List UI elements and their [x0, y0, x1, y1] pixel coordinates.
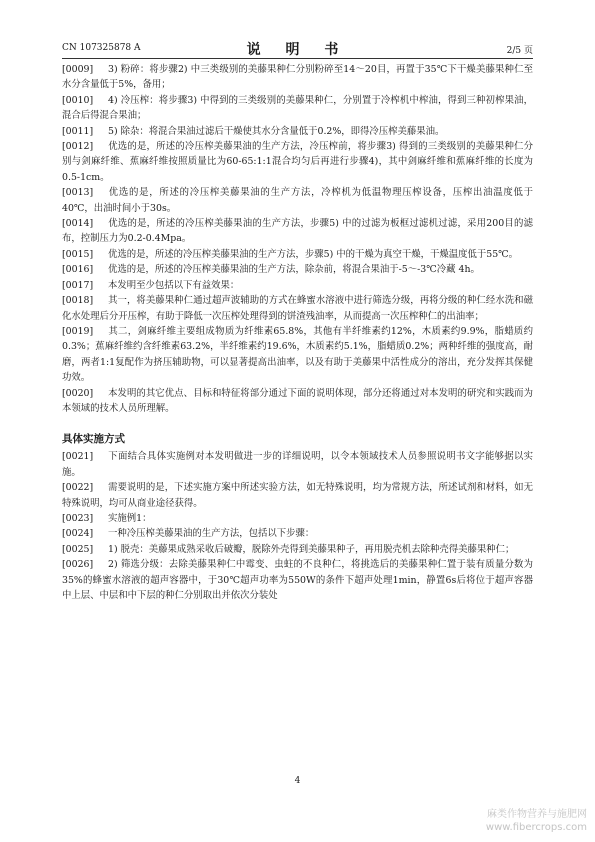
paragraph-number: [0025]: [62, 543, 94, 555]
paragraph-number: [0015]: [62, 248, 94, 260]
paragraph-text: 实施例1：: [108, 512, 152, 524]
page-header: [62, 38, 533, 59]
paragraph: [62, 62, 533, 93]
paragraph: [62, 324, 533, 386]
paragraph-text: 一种冷压榨美藤果油的生产方法，包括以下步骤：: [108, 528, 315, 540]
watermark-site-name: 麻类作物营养与施肥网: [487, 809, 587, 820]
document-body: [62, 62, 533, 603]
paragraph: [62, 449, 533, 480]
paragraph-text: 其二，剑麻纤维主要组成物质为纤维素65.8%，其他有半纤维素约12%，木质素约9.9%，脂蜡质约0.3%；蕉麻纤维约含纤维素63.2%，半纤维素约19.6%，木质素约5.1%，脂蜡质0.2%；两种纤维的强度高，耐磨，两者1:1复配作为挤压辅助物，可以显著提高出油率，以及有助于美藤果中活性成分的溶出，充分发挥其保健功效。: [62, 325, 533, 384]
paragraph-number: [0016]: [62, 264, 94, 276]
paragraph-number: [0019]: [62, 325, 94, 337]
doc-title: 说 明 书: [246, 42, 349, 58]
paragraph: [62, 526, 533, 541]
paragraph: [62, 511, 533, 526]
section-title: 具体实施方式: [62, 433, 125, 446]
paragraph-number: [0021]: [62, 451, 94, 463]
paragraph: [62, 278, 533, 293]
paragraph-number: [0013]: [62, 187, 94, 199]
paragraph-text: 本发明的其它优点、目标和特征将部分通过下面的说明体现，部分还将通过对本发明的研究和实践而为本领域的技术人员所理解。: [62, 387, 533, 414]
paragraph-number: [0017]: [62, 279, 94, 291]
paragraph-text: 需要说明的是，下述实施方案中所述实验方法，如无特殊说明，均为常规方法，所述试剂和材料，如无特殊说明，均可从商业途径获得。: [62, 482, 533, 509]
page-indicator: 2/5 页: [506, 46, 533, 56]
paragraph: [62, 293, 533, 324]
paragraph: [62, 262, 533, 277]
page-number: 4: [294, 776, 301, 786]
paragraph-text: 其一，将美藤果种仁通过超声波辅助的方式在蜂蜜水溶液中进行筛选分级，再将分级的种仁经水洗和磁化水处理后分开压榨，有助于降低一次压榨处理得到的饼渣残油率，从而提高一次压榨种仁的出油率；: [62, 295, 533, 322]
paragraph-text: 优选的是，所述的冷压榨美藤果油的生产方法，冷压榨前，将步骤3) 得到的三类级别的美藤果种仁分别与剑麻纤维、蕉麻纤维按照质量比为60-65:1:1混合均匀后再进行步骤4)，其中剑麻纤维和蕉麻纤维的长度为0.5-1cm。: [62, 141, 533, 183]
doc-number: CN 107325878 A: [62, 43, 141, 53]
paragraph: [62, 386, 533, 417]
paragraph-text: 下面结合具体实施例对本发明做进一步的详细说明，以令本领域技术人员参照说明书文字能够据以实施。: [62, 451, 533, 478]
paragraph: [62, 557, 533, 603]
paragraph-text: 1) 脱壳：美藤果成熟采收后破瓣，脱除外壳得到美藤果种子，再用脱壳机去除种壳得美藤果种仁；: [108, 543, 515, 555]
watermark: [486, 808, 587, 834]
paragraph-number: [0010]: [62, 94, 94, 106]
paragraph-number: [0023]: [62, 512, 94, 524]
paragraph: [62, 93, 533, 124]
paragraph-text: 优选的是，所述的冷压榨美藤果油的生产方法，步骤5) 中的过滤为板框过滤机过滤，采用200目的滤布，控制压力为0.2-0.4Mpa。: [62, 218, 533, 245]
paragraph-text: 4) 冷压榨：将步骤3) 中得到的三类级别的美藤果种仁，分别置于冷榨机中榨油，得到三种初榨果油，混合后得混合果油；: [62, 94, 533, 122]
paragraph-number: [0024]: [62, 528, 94, 540]
paragraph-text: 2) 筛选分级：去除美藤果种仁中霉变、虫蛀的不良种仁，将挑选后的美藤果种仁置于装有质量分数为35%的蜂蜜水溶液的超声容器中，于30℃超声功率为550W的条件下超声处理1min，静置6s后将位于超声容器中上层、中层和中下层的种仁分别取出并依次分装处: [62, 559, 533, 601]
paragraph-number: [0011]: [62, 125, 94, 137]
paragraph-list-bottom: [62, 449, 533, 603]
paragraph-text: 3) 粉碎：将步骤2) 中三类级别的美藤果种仁分别粉碎至14～20目，再置于35℃下干燥美藤果种仁至水分含量低于5%，备用；: [62, 64, 533, 91]
paragraph-text: 优选的是，所述的冷压榨美藤果油的生产方法，步骤5) 中的干燥为真空干燥，干燥温度低于55℃。: [108, 248, 519, 260]
paragraph-number: [0014]: [62, 218, 94, 230]
paragraph: [62, 247, 533, 262]
paragraph-text: 优选的是，所述的冷压榨美藤果油的生产方法，冷榨机为低温物理压榨设备，压榨出油温度低于40℃，出油时间小于30s。: [62, 187, 533, 214]
paragraph-number: [0022]: [62, 482, 94, 494]
paragraph: [62, 480, 533, 511]
paragraph: [62, 185, 533, 216]
paragraph-list-top: [62, 62, 533, 416]
paragraph-text: 本发明至少包括以下有益效果：: [108, 279, 240, 291]
paragraph-number: [0012]: [62, 141, 94, 153]
paragraph: [62, 139, 533, 185]
paragraph-number: [0018]: [62, 295, 94, 307]
paragraph-number: [0020]: [62, 387, 94, 399]
paragraph: [62, 124, 533, 139]
watermark-url: www.fibercrops.com: [485, 822, 587, 833]
paragraph-number: [0009]: [62, 64, 94, 75]
paragraph-text: 5) 除杂：将混合果油过滤后干燥使其水分含量低于0.2%，即得冷压榨美藤果油。: [108, 125, 445, 137]
paragraph: [62, 216, 533, 247]
paragraph-number: [0026]: [62, 559, 94, 571]
paragraph: [62, 542, 533, 557]
paragraph-text: 优选的是，所述的冷压榨美藤果油的生产方法，除杂前，将混合果油于-5～-3℃冷藏 4h。: [108, 264, 480, 276]
